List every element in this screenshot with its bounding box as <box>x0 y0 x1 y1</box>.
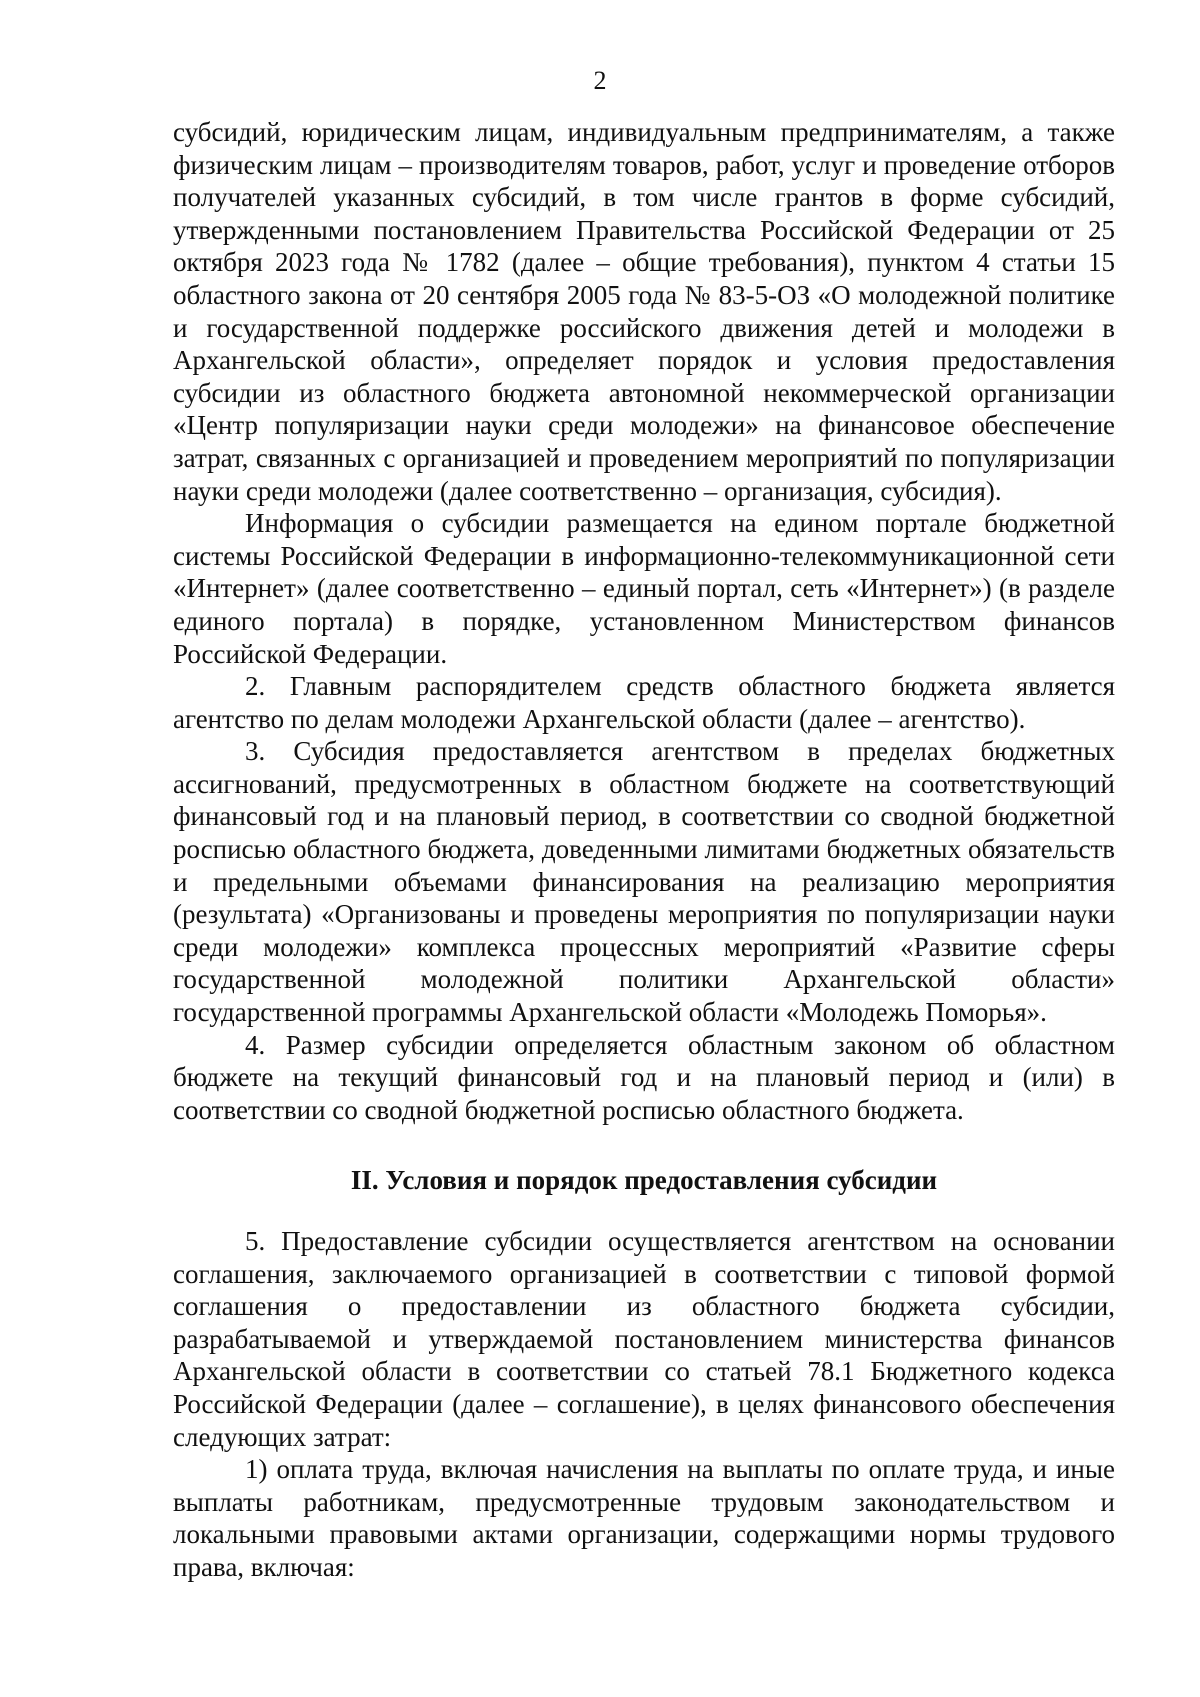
paragraph-item-3: 3. Субсидия предоставляется агентством в пределах бюджетных ассигнований, предусмотренных в областном бюджете на соответствующий финансовый год и на плановый период, в соответствии со сводной бюджетной росписью областного бюджета, доведенными лимитами бюджетных обязательств и предельными объемами финансирования на реализацию мероприятия (результата) «Организованы и проведены мероприятия по популяризации науки среди молодежи» комплекса процессных мероприятий «Развитие сферы государственной молодежной политики Архангельской области» государственной программы Архангельской области «Молодежь Поморья». <box>173 736 1115 1028</box>
paragraph-item-2: 2. Главным распорядителем средств областного бюджета является агентство по делам молодежи Архангельской области (далее – агентство). <box>173 671 1115 734</box>
page-number: 2 <box>593 66 607 95</box>
paragraph-item-4: 4. Размер субсидии определяется областным законом об областном бюджете на текущий финансовый год и на плановый период и (или) в соответствии со сводной бюджетной росписью областного бюджета. <box>173 1029 1115 1125</box>
paragraph-subitem-1: 1) оплата труда, включая начисления на выплаты по оплате труда, и иные выплаты работникам, предусмотренные трудовым законодательством и локальными правовыми актами организации, содержащими нормы трудового права, включая: <box>173 1454 1115 1582</box>
paragraph-subsidy-info: Информация о субсидии размещается на едином портале бюджетной системы Российской Федерации в информационно-телекоммуникационной сети «Интернет» (далее соответственно – единый портал, сеть «Интернет») (в разделе единого портала) в порядке, установленном Министерством финансов Российской Федерации. <box>173 508 1115 669</box>
paragraph-item-5: 5. Предоставление субсидии осуществляется агентством на основании соглашения, заключаемого организацией в соответствии с типовой формой соглашения о предоставлении из областного бюджета субсидии, разрабатываемой и утверждаемой постановлением министерства финансов Архангельской области в соответствии со статьей 78.1 Бюджетного кодекса Российской Федерации (далее – соглашение), в целях финансового обеспечения следующих затрат: <box>173 1226 1115 1452</box>
section-heading: II. Условия и порядок предоставления субсидии <box>350 1165 938 1196</box>
document-body <box>173 116 1115 1584</box>
paragraph-continuation: субсидий, юридическим лицам, индивидуальным предпринимателям, а также физическим лицам – производителям товаров, работ, услуг и проведение отборов получателей указанных субсидий, в том числе грантов в форме субсидий, утвержденными постановлением Правительства Российской Федерации от 25 октября 2023 года № 1782 (далее – общие требования), пунктом 4 статьи 15 областного закона от 20 сентября 2005 года № 83-5-ОЗ «О молодежной политике и государственной поддержке российского движения детей и молодежи в Архангельской области», определяет порядок и условия предоставления субсидии из областного бюджета автономной некоммерческой организации «Центр популяризации науки среди молодежи» на финансовое обеспечение затрат, связанных с организацией и проведением мероприятий по популяризации науки среди молодежи (далее соответственно – организация, субсидия). <box>173 117 1115 506</box>
